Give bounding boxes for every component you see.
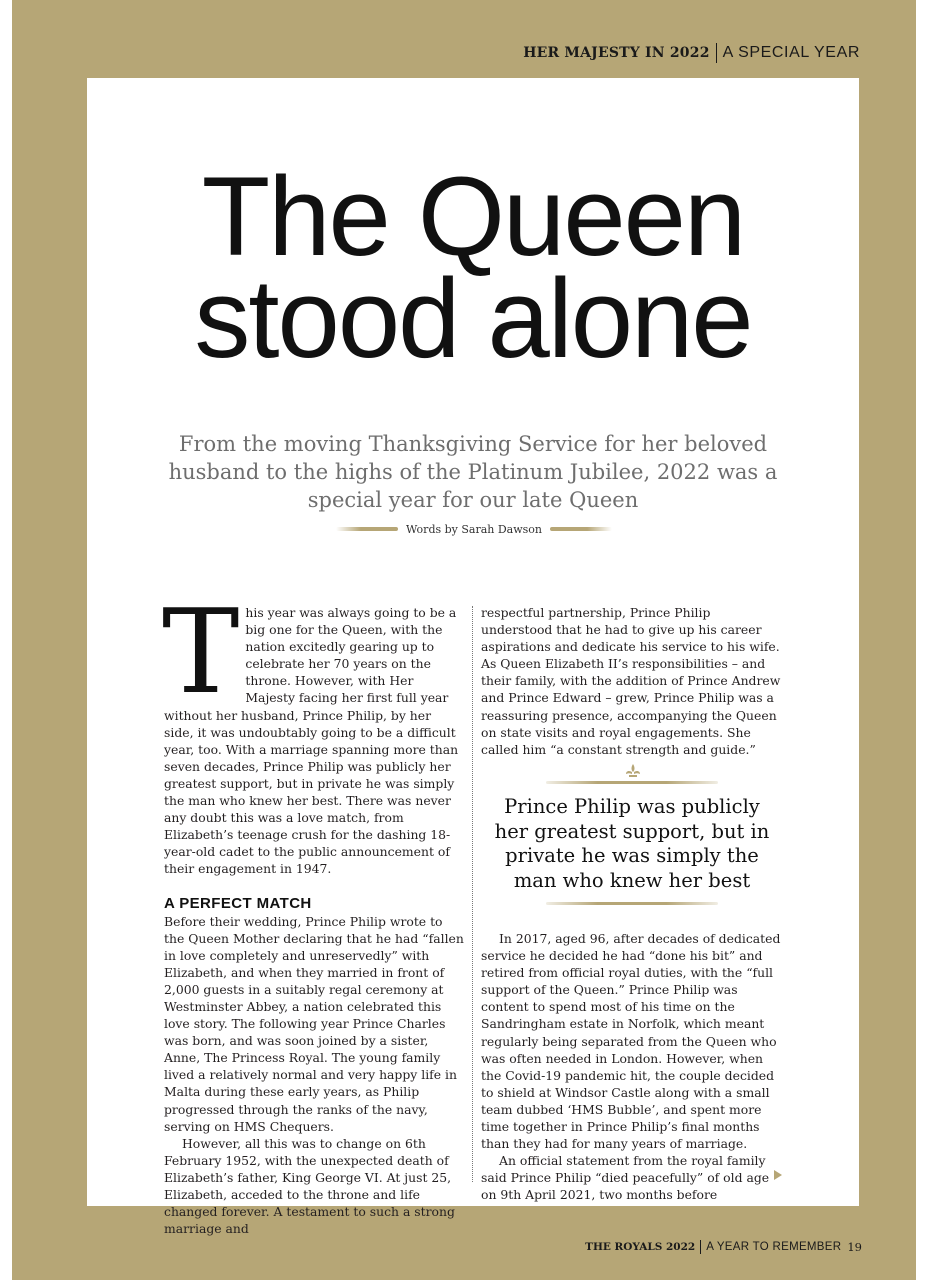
magazine-title: THE ROYALS 2022	[585, 1241, 696, 1253]
byline-rule-right	[550, 527, 612, 531]
column-right-upper	[481, 604, 785, 758]
byline-rule-left	[336, 527, 398, 531]
body-paragraph: An official statement from the royal family said Prince Philip “died peacefully” of old age on 9th April 2021, two months before	[481, 1153, 770, 1203]
pullquote-rule	[546, 781, 718, 784]
byline-row	[336, 521, 612, 537]
footer-separator	[700, 1240, 701, 1254]
triangle-right-icon	[773, 1169, 783, 1181]
fleur-ornament-icon	[623, 763, 643, 781]
pullquote-bottom-rule	[546, 902, 718, 905]
running-header	[523, 42, 860, 64]
column-left	[162, 585, 464, 1237]
title-line-1: The Queen	[201, 154, 745, 279]
drop-cap: T	[162, 585, 240, 720]
section-title: HER MAJESTY IN 2022	[523, 45, 710, 61]
title-line-2: stood alone	[194, 256, 752, 381]
body-paragraph: respectful partnership, Prince Philip understood that he had to give up his career aspirations and dedicate his service to his wife. As Queen Elizabeth II’s responsibilities – and their family, with the addition of Prince Andrew and Prince Edward – grew, Prince Philip was a reassuring presence, accompanying the Queen on state visits and royal engagements. She called him “a constant strength and guide.”	[481, 605, 781, 757]
standfirst: From the moving Thanksgiving Service for her beloved husband to the highs of the Platinum Jubilee, 2022 was a special year for our late Queen	[168, 432, 778, 512]
article-title	[87, 154, 859, 381]
byline: Words by Sarah Dawson	[406, 522, 543, 536]
body-paragraph: In 2017, aged 96, after decades of dedicated service he decided he had “done his bit” and retired from official royal duties, with the “full support of the Queen.” Prince Philip was content to spend most of his time on the Sandringham estate in Norfolk, which meant regularly being separated from the Queen who was often needed in London. However, when the Covid-19 pandemic hit, the couple decided to shield at Windsor Castle along with a small team dubbed ‘HMS Bubble’, and spent more time together in Prince Philip’s final months than they had for many years of marriage.	[481, 931, 781, 1152]
section-subtitle: A SPECIAL YEAR	[722, 44, 860, 61]
header-separator	[716, 43, 717, 63]
pullquote-top-rule	[546, 763, 718, 785]
opening-paragraph	[162, 585, 464, 878]
body-paragraph: However, all this was to change on 6th February 1952, with the unexpected death of Elizabeth’s father, King George VI. At just 25, Elizabeth, acceded to the throne and life changed forever. A testament to such a strong marriage and	[164, 1135, 455, 1237]
pullquote: Prince Philip was publicly her greatest support, but in private he was simply the man who knew her best	[494, 795, 770, 892]
page-number: 19	[847, 1240, 862, 1254]
page-footer	[585, 1238, 862, 1256]
column-right-lower	[481, 930, 785, 1204]
section-subheading: A PERFECT MATCH	[164, 894, 312, 912]
magazine-tagline: A YEAR TO REMEMBER	[706, 1241, 842, 1253]
opening-paragraph-text: his year was always going to be a big one for the Queen, with the nation excitedly gearing up to celebrate her 70 years on the throne. However, with Her Majesty facing her first full year without her husband, Prince Philip, by her side, it was undoubtably going to be a difficult year, too. With a marriage spanning more than seven decades, Prince Philip was publicly her greatest support, but in private he was simply the man who knew her best. There was never any doubt this was a love match, from Elizabeth’s teenage crush for the dashing 18-year-old cadet to the public announcement of their engagement in 1947.	[164, 605, 459, 877]
column-divider	[472, 606, 473, 1182]
body-paragraph: Before their wedding, Prince Philip wrote to the Queen Mother declaring that he had “fallen in love completely and unreservedly” with Elizabeth, and when they married in front of 2,000 guests in a suitably regal ceremony at Westminster Abbey, a nation celebrated this love story. The following year Prince Charles was born, and was soon joined by a sister, Anne, The Princess Royal. The young family lived a relatively normal and very happy life in Malta during these early years, as Philip progressed through the ranks of the navy, serving on HMS Chequers.	[164, 913, 464, 1134]
